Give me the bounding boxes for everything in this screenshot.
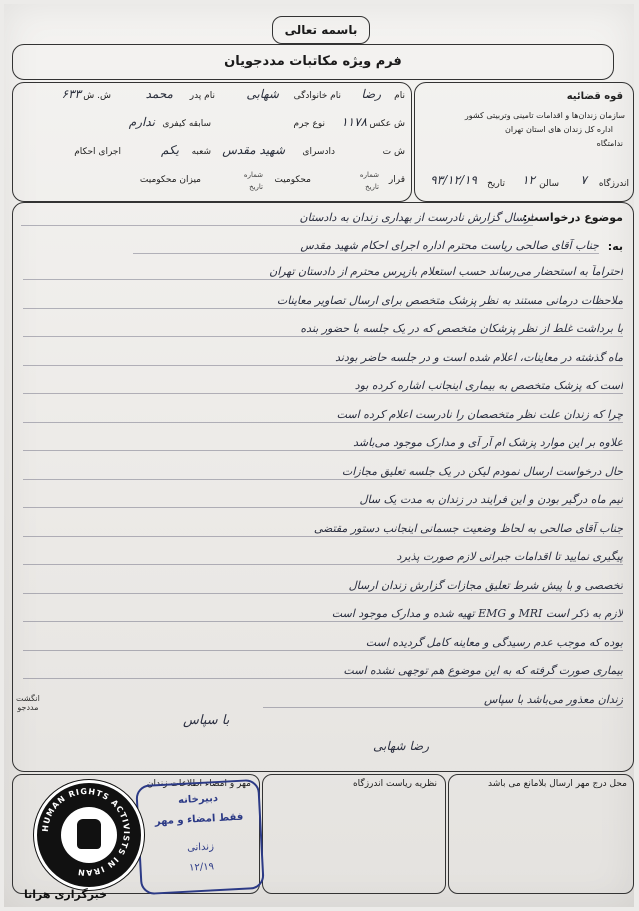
branch-label: دادسرای	[302, 147, 335, 157]
ward-value: ۷	[580, 173, 587, 187]
conviction-label: محکومیت	[274, 175, 311, 185]
fist-icon	[77, 819, 101, 849]
date-label: تاریخ	[487, 179, 505, 189]
id-value: ۶۳۳	[61, 87, 81, 101]
subject-label: موضوع درخواست:	[522, 211, 623, 224]
ward-label: اندرزگاه	[598, 179, 629, 189]
judiciary-org: سازمان زندان‌ها و اقدامات تامینی وتربیتی کشور	[464, 111, 625, 120]
handwritten-line: زندان معذور می‌باشد با سپاس	[263, 693, 623, 708]
father-label: نام پدر	[189, 91, 215, 101]
signature: رضا شهابی	[373, 739, 430, 753]
subject-text: ارسال گزارش نادرست از بهداری زندان به دادستان	[21, 211, 533, 226]
fingerprint-label	[16, 694, 40, 712]
handwritten-line: ماه گذشته در معاینات، اعلام شده است و در جلسه حاضر بودند	[23, 351, 623, 366]
branch-value: شهید مقدس	[222, 143, 285, 157]
footer-box-opinion	[262, 774, 446, 894]
judiciary-box	[414, 82, 634, 202]
fingerprint-label-line1: انگشت	[16, 694, 40, 703]
record-value: ندارم	[128, 115, 155, 129]
stamp-line3: زندانی	[186, 841, 215, 854]
father-value: محمد	[145, 87, 173, 101]
judiciary-dept: اداره کل زندان های استان تهران	[504, 125, 613, 134]
logo-inner	[61, 807, 117, 863]
footer-box-opinion-label: نظریه ریاست اندرزگاه	[352, 779, 437, 789]
handwritten-line: ملاحظات درمانی مستند به نظر پزشک متخصص برای ارسال تصاویر معاینات	[23, 294, 623, 309]
photo-label: ش عکس	[369, 119, 405, 129]
photo-value: ۱۱۷۸	[341, 115, 367, 129]
hall-label: سالن	[539, 179, 559, 189]
handwritten-line: بیماری صورت گرفته که به این موضوع هم توجهی نشده است	[23, 664, 623, 679]
handwritten-line: پیگیری نمایید تا اقدامات جبرانی لازم صورت پذیرد	[23, 550, 623, 565]
handwritten-line: با برداشت غلط از نظر پزشکان متخصص که در یک جلسه با حضور بنده	[23, 322, 623, 337]
judiciary-prison: ندامتگاه	[596, 139, 623, 148]
handwritten-line: چرا که زندان علت نظر متخصصان را نادرست اعلام کرده است	[23, 408, 623, 423]
name-label: نام	[394, 91, 405, 101]
stamp-line2: فقط امضاء و مهر	[154, 811, 244, 828]
judiciary-title: قوه قضائیه	[566, 91, 623, 102]
handwritten-line: احتراماً به استحضار می‌رساند حسب استعلام بازپرس محترم از دادستان تهران	[23, 265, 623, 280]
conviction-date-label: تاریخ	[249, 183, 263, 191]
handwritten-line: لازم به ذکر است MRI و EMG تهیه شده و مدارک موجود است	[23, 607, 623, 622]
to-text: جناب آقای صالحی ریاست محترم اداره اجرای احکام شهید مقدس	[133, 239, 599, 254]
exec-label: اجرای احکام	[74, 147, 121, 157]
hrai-logo	[34, 780, 144, 890]
form-paper	[4, 4, 634, 907]
form-title: فرم ویژه مکاتبات مددجویان	[12, 44, 614, 80]
order-number-label: شماره	[359, 171, 379, 179]
footer-box-signature-label: مهر و امضاء اطلاعات زندان	[146, 779, 251, 789]
prisoner-info-box	[12, 82, 412, 202]
family-value: شهابی	[246, 87, 279, 101]
logo-ring-textpath: HUMAN RIGHTS ACTIVISTS IN IRAN	[40, 786, 132, 878]
logo-caption: خبرگزاری هرانا	[24, 888, 108, 901]
handwritten-line: علاوه بر این موارد پزشک ام آر آی و مدارک موجود می‌باشد	[23, 436, 623, 451]
handwritten-line: نیم ماه درگیر بودن و این فرایند در زندان به مدت یک سال	[23, 493, 623, 508]
handwritten-line: تخصصی و با پیش شرط تعلیق مجازات گزارش زندان ارسال	[23, 579, 623, 594]
id-label: ش. ش	[83, 91, 111, 101]
name-value: رضا	[361, 87, 381, 101]
family-label: نام خانوادگی	[293, 91, 341, 101]
prison-stamp	[135, 779, 265, 895]
closing-text: با سپاس	[183, 713, 230, 728]
fingerprint-label-line2: مددجو	[17, 703, 39, 712]
court-value: یکم	[161, 143, 179, 157]
case-label: ش ت	[382, 147, 405, 157]
hall-value: ۱۲	[522, 173, 535, 187]
handwritten-line: است که پزشک متخصص به بیماری اینجانب اشاره کرده بود	[23, 379, 623, 394]
handwritten-line: جناب آقای صالحی به لحاظ وضعیت جسمانی اینجانب دستور مقتضی	[23, 522, 623, 537]
crime-label: نوع جرم	[293, 119, 325, 129]
stamp-line4: ۱۲/۱۹	[188, 861, 215, 874]
court-label: شعبه	[191, 147, 211, 157]
footer-box-send-label: محل درج مهر ارسال بلامانع می باشد	[488, 779, 627, 789]
order-label: قرار	[388, 175, 405, 185]
footer-box-send	[448, 774, 634, 894]
request-body-box	[12, 202, 634, 772]
to-label: به:	[607, 240, 623, 253]
conviction-number-label: شماره	[243, 171, 263, 179]
handwritten-line: حال درخواست ارسال نمودم لیکن در یک جلسه تعلیق مجازات	[23, 465, 623, 480]
handwritten-line: بوده که موجب عدم رسیدگی و معاینه کامل گردیده است	[23, 636, 623, 651]
bismillah-header: باسمه تعالی	[272, 16, 370, 44]
sentence-label: میزان محکومیت	[139, 175, 201, 185]
record-label: سابقه کیفری	[162, 119, 211, 129]
stamp-line1: دبیرخانه	[177, 793, 219, 807]
order-date-label: تاریخ	[365, 183, 379, 191]
date-value: ۹۳/۱۲/۱۹	[430, 173, 477, 187]
